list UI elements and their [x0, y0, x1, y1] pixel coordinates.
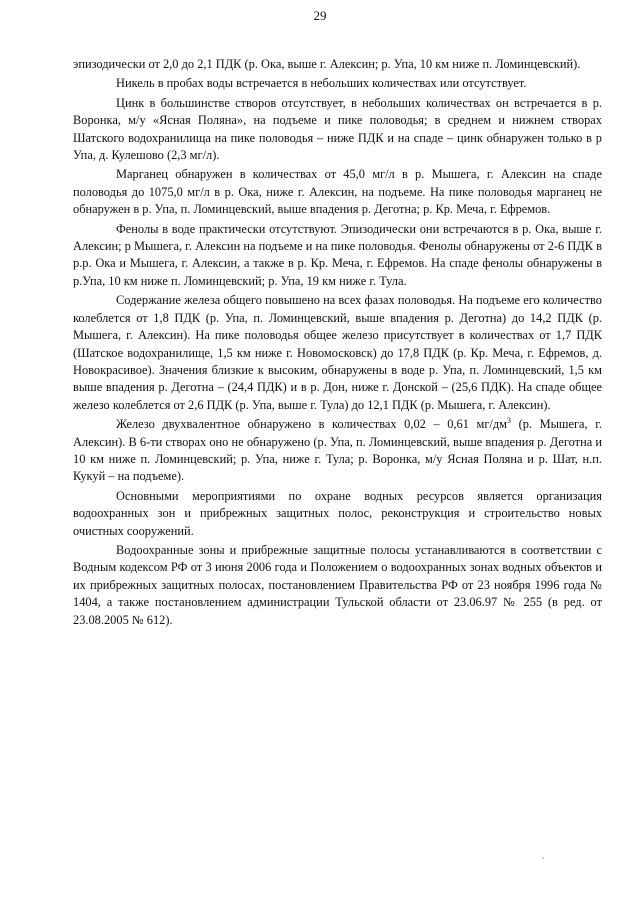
- paragraph-water-protection-zones: Водоохранные зоны и прибрежные защитные полосы устанавливаются в соответствии с Водным кодексом РФ от 3 июня 2006 года и Положением о водоохранных зонах водных объектов и их прибрежных защитных полосах, постановлением Правительства РФ от 23 ноября 1996 года № 1404, а также постановлением администрации Тульской области от 23.06.97 № 255 (в ред. от 23.08.2005 № 612).: [73, 542, 602, 627]
- page-number: 29: [313, 8, 327, 23]
- paragraph-ferrous-iron: [73, 416, 602, 486]
- ferrous-iron-text-start: Железо двухвалентное обнаружено в количествах 0,02 – 0,61 мг/дм: [116, 417, 507, 432]
- paragraph-nickel: Никель в пробах воды встречается в небольших количествах или отсутствует.: [116, 76, 527, 91]
- paragraph-zinc: Цинк в большинстве створов отсутствует, в небольших количествах он встречается в р. Воронка, м/у «Ясная Поляна», на подъеме и пике половодья; в среднем и нижнем створах Шатского водохранилища на пике половодья – ниже ПДК и на спаде – цинк обнаружен только в р Упа, д. Кулешово (2,3 мг/л).: [73, 95, 602, 163]
- superscript-exponent: 3: [507, 416, 511, 425]
- paragraph-copper-continuation: эпизодически от 2,0 до 2,1 ПДК (р. Ока, выше г. Алексин; р. Упа, 10 км ниже п. Ломинцевский).: [73, 57, 581, 71]
- document-body: [73, 56, 602, 631]
- ferrous-iron-text-end: (р. Мышега, г. Алексин). В 6-ти створах оно не обнаружено (р. Упа, п. Ломинцевский, выше впадения р. Деготна и 10 км ниже п. Ломинцевский; р. Упа, ниже г. Тула; р. Воронка, м/у Ясная Поляна и р. Шат, н.п. Кукуй – на подъеме).: [73, 417, 603, 484]
- scan-speck: [542, 857, 544, 859]
- paragraph-manganese: Марганец обнаружен в количествах от 45,0 мг/л в р. Мышега, г. Алексин на спаде половодья до 1075,0 мг/л в р. Ока, ниже г. Алексин, на подъеме. На пике половодья марганец не обнаружен в р. Упа, п. Ломинцевский, выше впадения р. Деготна; р. Кр. Меча, г. Ефремов.: [73, 167, 602, 217]
- paragraph-phenols: Фенолы в воде практически отсутствуют. Эпизодически они встречаются в р. Ока, выше г. Алексин; р Мышега, г. Алексин на подъеме и на пике половодья. Фенолы обнаружены от 2-6 ПДК в р.р. Ока и Мышега, г. Алексин, а также в р. Кр. Меча, г. Ефремов. На спаде фенолы обнаружены в р.Упа, 10 км ниже п. Ломинцевский; р. Упа, 19 км ниже г. Тула.: [73, 221, 602, 288]
- paragraph-water-protection-measures: Основными мероприятиями по охране водных ресурсов является организация водоохранных зон и прибрежных защитных полос, реконструкция и строительство новых очистных сооружений.: [73, 488, 602, 538]
- paragraph-total-iron: Содержание железа общего повышено на всех фазах половодья. На подъеме его количество колеблется от 1,8 ПДК (р. Упа, п. Ломинцевский, выше впадения р. Деготна) до 14,2 ПДК (р. Мышега, г. Алексин). На пике половодья общее железо присутствует в количествах от 1,7 ПДК (Шатское водохранилище, 1,5 км ниже г. Новомосковск) до 17,8 ПДК (р. Кр. Меча, г. Ефремов, д. Новокрасивое). Значения близкие к высоким, обнаружены в воде р. Упа, п. Ломинцевский, 1,5 км выше впадения р. Деготна – (24,4 ПДК) и в р. Дон, ниже г. Донской – (25,6 ПДК). На спаде общее железо колеблется от 2,6 ПДК (р. Упа, выше г. Тула) до 12,1 ПДК (р. Мышега, г. Алексин).: [73, 293, 602, 412]
